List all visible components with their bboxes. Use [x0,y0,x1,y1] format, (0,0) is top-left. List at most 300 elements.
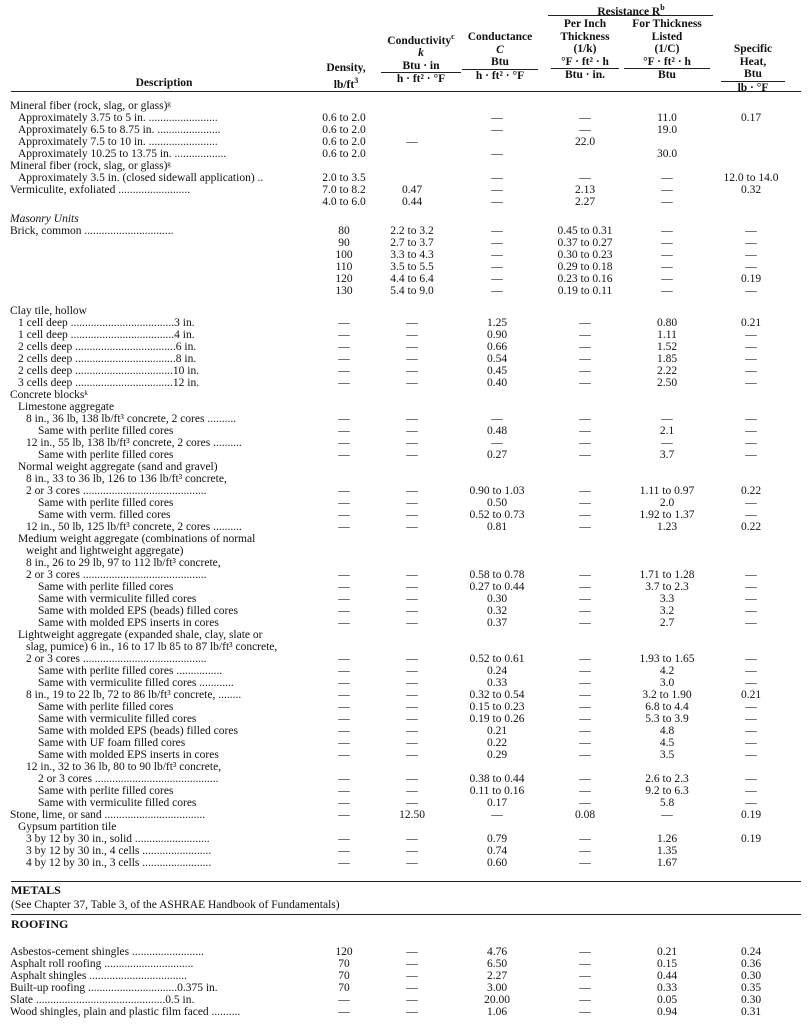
table-row [0,545,809,558]
row-density: 0.6 to 2.0 [322,136,366,148]
row-conductance: 0.11 to 0.16 [469,785,525,797]
row-specific-heat: — [745,509,757,521]
row-density: — [338,845,350,857]
row-density: — [338,521,350,533]
row-conductivity: 3.5 to 5.5 [390,261,434,273]
row-description: Vermiculite, exfoliated ......................... [10,184,191,196]
row-resistance-per-inch: — [579,353,591,365]
row-density: 0.6 to 2.0 [322,148,366,160]
row-conductance: — [491,148,503,160]
resistance-label: Resistance R [597,5,661,18]
row-specific-heat: 0.21 [740,689,762,701]
row-resistance-per-inch: — [579,737,591,749]
row-specific-heat: — [745,353,757,365]
row-density: — [338,857,350,869]
row-resistance-per-inch: 2.13 [574,184,596,196]
row-specific-heat: 0.17 [740,112,762,124]
row-conductivity: — [406,413,418,425]
row-description: Gypsum partition tile [18,821,117,833]
row-resistance-thickness: 4.5 [659,737,675,749]
row-conductance: 0.52 to 0.73 [469,509,525,521]
table-row [0,1006,809,1019]
table-row [0,509,809,522]
row-density: 0.6 to 2.0 [322,112,366,124]
table-row [0,845,809,858]
row-description: Wood shingles, plain and plastic film faced .......... [10,1006,241,1018]
row-conductivity: — [406,449,418,461]
row-resistance-thickness: 6.8 to 4.4 [645,701,689,713]
row-resistance-thickness: — [661,261,673,273]
metals-rule [11,881,801,882]
row-specific-heat: 0.22 [740,521,762,533]
row-resistance-per-inch: 0.30 to 0.23 [557,249,613,261]
row-conductance: 0.32 to 0.54 [469,689,525,701]
row-description: Asphalt shingles .................................. [10,970,187,982]
row-conductivity: 0.44 [401,196,423,208]
row-resistance-thickness: 2.1 [659,425,675,437]
row-description: 3 by 12 by 30 in., 4 cells ........................ [26,845,212,857]
table-row [0,533,809,546]
row-resistance-per-inch: 2.27 [574,196,596,208]
table-row [0,285,809,298]
row-conductivity: — [406,521,418,533]
row-description: Same with verm. filled cores [38,509,171,521]
row-resistance-per-inch: — [579,857,591,869]
row-density: 70 [338,982,350,994]
row-resistance-per-inch: — [579,725,591,737]
row-conductance: — [491,285,503,297]
row-conductance: — [491,273,503,285]
row-description: Same with molded EPS (beads) filled cores [38,725,238,737]
row-density: — [338,737,350,749]
row-description: 2 or 3 cores ........................................... [26,653,207,665]
table-row [0,581,809,594]
row-conductivity: — [406,701,418,713]
row-density: 0.6 to 2.0 [322,124,366,136]
specific-heat-line2: Heat, [739,55,767,68]
row-density: 4.0 to 6.0 [322,196,366,208]
density-label: Density, [326,62,366,74]
row-conductance: — [491,124,503,136]
row-description: 8 in., 19 to 22 lb, 72 to 86 lb/ft³ concrete, ........ [26,689,242,701]
for-thickness-line1: For Thickness [632,18,702,30]
row-density: — [338,653,350,665]
row-specific-heat: — [745,449,757,461]
row-conductance: 20.00 [484,994,510,1006]
conductivity-unit-bottom: h · ft² · °F [396,73,446,86]
row-specific-heat: — [745,593,757,605]
row-specific-heat: 0.19 [740,833,762,845]
row-resistance-per-inch: — [579,982,591,994]
row-resistance-thickness: 2.7 [659,617,675,629]
table-row [0,160,809,173]
for-thickness-line5: Btu [658,69,676,81]
row-conductance: — [491,261,503,273]
row-resistance-thickness: 5.8 [659,797,675,809]
row-specific-heat: — [745,677,757,689]
row-specific-heat: — [745,497,757,509]
row-resistance-per-inch: 0.08 [574,809,596,821]
row-specific-heat: — [745,569,757,581]
row-description: 1 cell deep ....................................4 in. [18,329,195,341]
row-resistance-thickness: 0.15 [656,958,678,970]
row-conductance: 4.76 [486,946,508,958]
row-description: Approximately 6.5 to 8.75 in. ...................... [18,124,221,136]
table-row [0,857,809,870]
row-description: Approximately 3.75 to 5 in. ........................ [18,112,218,124]
row-conductance: 0.32 [486,605,508,617]
row-density: — [338,377,350,389]
table-row [0,237,809,250]
table-row [0,521,809,534]
row-description: Same with molded EPS inserts in cores [38,617,219,629]
specific-heat-line1: Specific [733,43,773,55]
row-conductance: — [491,809,503,821]
row-conductance: 0.45 [486,365,508,377]
row-density: — [338,689,350,701]
row-description: slag, pumice) 6 in., 16 to 17 lb 85 to 87 lb/ft³ concrete, [26,641,278,653]
table-row [0,617,809,630]
row-specific-heat: — [745,653,757,665]
row-specific-heat: — [745,249,757,261]
row-resistance-per-inch: — [579,377,591,389]
row-conductance: 0.19 to 0.26 [469,713,525,725]
conductance-label: Conductance [467,31,533,43]
row-density: 7.0 to 8.2 [322,184,366,196]
row-density: — [338,833,350,845]
row-density: — [338,605,350,617]
row-density: — [338,437,350,449]
row-specific-heat: 0.30 [740,994,762,1006]
row-resistance-thickness: 9.2 to 6.3 [645,785,689,797]
row-resistance-per-inch: — [579,365,591,377]
row-resistance-thickness: 2.50 [656,377,678,389]
table-row [0,461,809,474]
row-conductivity: 5.4 to 9.0 [390,285,434,297]
row-conductance: 6.50 [486,958,508,970]
row-conductance: 0.17 [486,797,508,809]
row-conductance: 0.38 to 0.44 [469,773,525,785]
row-resistance-thickness: 1.26 [656,833,678,845]
row-density: — [338,509,350,521]
row-resistance-thickness: 4.8 [659,725,675,737]
conductance-symbol: C [496,43,504,56]
row-conductivity: — [406,341,418,353]
row-conductance: 0.90 to 1.03 [469,485,525,497]
row-specific-heat: — [745,773,757,785]
row-conductance: 0.81 [486,521,508,533]
row-resistance-thickness: — [661,809,673,821]
row-specific-heat: 0.19 [740,809,762,821]
row-resistance-per-inch: 0.19 to 0.11 [557,285,613,297]
row-description: 12 in., 32 to 36 lb, 80 to 90 lb/ft³ concrete, [26,761,222,773]
row-resistance-thickness: 2.0 [659,497,675,509]
row-density: — [338,797,350,809]
table-row [0,196,809,209]
row-resistance-per-inch: 0.37 to 0.27 [557,237,613,249]
row-density: — [338,317,350,329]
table-row [0,305,809,318]
row-resistance-per-inch: — [579,172,591,184]
row-conductivity: — [406,797,418,809]
row-conductance: 0.30 [486,593,508,605]
row-resistance-thickness: 3.0 [659,677,675,689]
for-thickness-line2: Listed [651,30,683,43]
row-conductivity: — [406,982,418,994]
row-resistance-per-inch: — [579,994,591,1006]
conductivity-label: Conductivity [387,34,452,47]
table-row [0,112,809,125]
row-resistance-per-inch: — [579,689,591,701]
row-conductance: — [491,196,503,208]
row-resistance-thickness: — [661,237,673,249]
row-resistance-per-inch: — [579,581,591,593]
row-density: 70 [338,970,350,982]
row-conductance: 1.25 [486,317,508,329]
row-density: 2.0 to 3.5 [322,172,366,184]
row-resistance-thickness: 1.52 [656,341,678,353]
row-conductivity: — [406,725,418,737]
row-description: 12 in., 55 lb, 138 lb/ft³ concrete, 2 cores .......... [26,437,242,449]
row-description: Same with perlite filled cores ................ [38,665,223,677]
row-resistance-per-inch: — [579,833,591,845]
row-conductivity: — [406,329,418,341]
row-resistance-thickness: 4.2 [659,665,675,677]
row-resistance-thickness: 1.93 to 1.65 [639,653,695,665]
row-description: Same with perlite filled cores [38,701,174,713]
row-conductance: 0.60 [486,857,508,869]
row-conductance: 0.90 [486,329,508,341]
row-density: — [338,701,350,713]
row-specific-heat: 0.31 [740,1006,762,1018]
table-row [0,833,809,846]
table-row [0,413,809,426]
row-density: — [338,425,350,437]
row-specific-heat: — [745,749,757,761]
row-specific-heat: — [745,413,757,425]
row-description: Approximately 3.5 in. (closed sidewall application) .. [18,172,264,184]
row-density: — [338,617,350,629]
table-row [0,713,809,726]
row-conductance: 0.79 [486,833,508,845]
row-density: — [338,1006,350,1018]
table-row [0,485,809,498]
row-conductivity: — [406,737,418,749]
row-resistance-per-inch: — [579,509,591,521]
row-resistance-per-inch: — [579,773,591,785]
row-conductance: — [491,184,503,196]
row-density: — [338,329,350,341]
row-description: Slate .............................................0.5 in. [10,994,195,1006]
row-resistance-thickness: — [661,184,673,196]
row-conductivity: — [406,958,418,970]
table-row [0,653,809,666]
row-density: — [338,785,350,797]
row-density: — [338,581,350,593]
row-specific-heat: 12.0 to 14.0 [723,172,779,184]
row-density: 120 [335,273,353,285]
row-resistance-thickness: 0.80 [656,317,678,329]
row-density: — [338,725,350,737]
row-resistance-thickness: — [661,172,673,184]
row-resistance-per-inch: — [579,665,591,677]
row-description: Medium weight aggregate (combinations of normal [18,533,256,545]
row-specific-heat: — [745,341,757,353]
row-resistance-thickness: 3.3 [659,593,675,605]
row-conductance: 0.48 [486,425,508,437]
row-resistance-thickness: — [661,413,673,425]
row-conductance: 0.50 [486,497,508,509]
row-specific-heat: — [745,737,757,749]
row-description: Same with perlite filled cores [38,785,174,797]
row-specific-heat: 0.36 [740,958,762,970]
row-description: Lightweight aggregate (expanded shale, clay, slate or [18,629,263,641]
row-conductivity: — [406,665,418,677]
for-thickness-line3: (1/C) [654,43,680,55]
row-density: 90 [338,237,350,249]
row-description: 8 in., 26 to 29 lb, 97 to 112 lb/ft³ concrete, [26,557,221,569]
row-specific-heat: — [745,665,757,677]
row-resistance-thickness: 1.11 to 0.97 [639,485,695,497]
conductance-unit-bottom: h · ft² · °F [475,69,525,82]
row-conductivity: — [406,136,418,148]
row-description: 2 or 3 cores ........................................... [38,773,219,785]
row-conductance: — [491,413,503,425]
row-conductance: 0.27 to 0.44 [469,581,525,593]
row-specific-heat: 0.22 [740,485,762,497]
row-specific-heat: 0.24 [740,946,762,958]
row-conductivity: — [406,833,418,845]
row-resistance-per-inch: — [579,413,591,425]
row-conductivity: — [406,749,418,761]
row-resistance-thickness: 3.7 to 2.3 [645,581,689,593]
table-row [0,225,809,238]
row-density: — [338,749,350,761]
row-resistance-thickness: — [661,249,673,261]
table-row [0,437,809,450]
row-conductivity: — [406,713,418,725]
row-description: Same with perlite filled cores [38,497,174,509]
row-description: Same with molded EPS inserts in cores [38,749,219,761]
row-description: 12 in., 50 lb, 125 lb/ft³ concrete, 2 cores .......... [26,521,242,533]
table-row [0,701,809,714]
table-row [0,353,809,366]
row-resistance-per-inch: 0.29 to 0.18 [557,261,613,273]
row-resistance-per-inch: — [579,653,591,665]
per-inch-line4: °F · ft² · h [551,56,619,70]
row-description: Brick, common ............................... [10,225,174,237]
table-row [0,749,809,762]
row-description: Masonry Units [10,213,79,225]
table-row [0,497,809,510]
row-density: 130 [335,285,353,297]
row-resistance-thickness: 3.2 [659,605,675,617]
row-density: — [338,665,350,677]
row-resistance-thickness: — [661,225,673,237]
row-description: 2 cells deep ...................................6 in. [18,341,197,353]
row-conductance: 0.54 [486,353,508,365]
row-density: — [338,593,350,605]
row-conductivity: — [406,509,418,521]
row-description: 3 by 12 by 30 in., solid .......................... [26,833,210,845]
row-conductivity: — [406,425,418,437]
row-conductivity: — [406,581,418,593]
row-resistance-thickness: 1.71 to 1.28 [639,569,695,581]
row-resistance-thickness: 2.22 [656,365,678,377]
table-row [0,172,809,185]
row-resistance-per-inch: — [579,449,591,461]
row-description: 2 or 3 cores ........................................... [26,569,207,581]
row-description: 2 cells deep ..................................10 in. [18,365,200,377]
table-row [0,946,809,959]
table-row [0,365,809,378]
row-resistance-thickness: 1.67 [656,857,678,869]
row-conductivity: — [406,617,418,629]
row-resistance-thickness: 3.5 [659,749,675,761]
row-resistance-per-inch: — [579,605,591,617]
row-resistance-per-inch: — [579,497,591,509]
row-resistance-thickness: 19.0 [656,124,678,136]
row-specific-heat: — [745,785,757,797]
row-resistance-thickness: 0.33 [656,982,678,994]
specific-heat-line3: Btu [721,68,785,82]
row-density: — [338,773,350,785]
row-description: 2 cells deep ...................................8 in. [18,353,197,365]
row-resistance-thickness: 5.3 to 3.9 [645,713,689,725]
row-conductivity: — [406,845,418,857]
row-resistance-thickness: 1.11 [657,329,677,341]
row-resistance-per-inch: — [579,785,591,797]
row-conductance: 0.66 [486,341,508,353]
row-conductance: — [491,437,503,449]
row-conductivity: — [406,569,418,581]
row-conductance: 0.15 to 0.23 [469,701,525,713]
table-row [0,994,809,1007]
row-description: Mineral fiber (rock, slag, or glass)ᵍ [10,160,171,172]
row-resistance-per-inch: — [579,970,591,982]
table-row [0,629,809,642]
row-resistance-per-inch: — [579,845,591,857]
row-specific-heat: 0.30 [740,970,762,982]
row-description: 8 in., 33 to 36 lb, 126 to 136 lb/ft³ concrete, [26,473,227,485]
conductance-unit-top: Btu [462,56,538,70]
row-conductivity: 4.4 to 6.4 [390,273,434,285]
row-description: Limestone aggregate [18,401,115,413]
row-resistance-thickness: 0.21 [656,946,678,958]
metals-heading: METALS [11,883,61,897]
table-row [0,449,809,462]
per-inch-line2: Thickness [560,30,610,43]
row-conductivity: 0.47 [401,184,423,196]
row-description: Same with perlite filled cores [38,425,174,437]
row-resistance-thickness: 2.6 to 2.3 [645,773,689,785]
row-specific-heat: — [745,225,757,237]
conductivity-sup: c [451,32,455,41]
table-row [0,425,809,438]
density-sup: 3 [354,75,359,85]
row-conductance: 0.74 [486,845,508,857]
row-description: Same with UF foam filled cores [38,737,186,749]
table-row [0,473,809,486]
row-conductivity: 12.50 [399,809,425,821]
row-resistance-per-inch: — [579,112,591,124]
row-conductivity: — [406,593,418,605]
row-specific-heat: — [745,329,757,341]
row-resistance-thickness: — [661,437,673,449]
row-resistance-thickness: — [661,285,673,297]
table-row [0,970,809,983]
table-row [0,329,809,342]
